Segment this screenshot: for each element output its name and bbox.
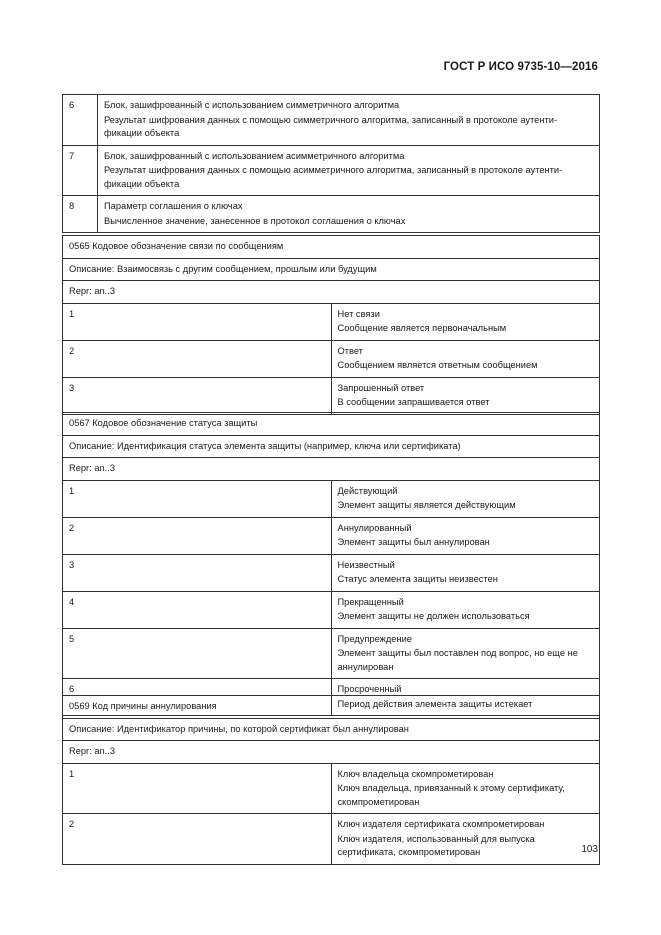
entry-name: Запрошенный ответ xyxy=(337,382,425,393)
table-row xyxy=(63,196,600,233)
table-title-row xyxy=(63,413,600,436)
code-cell: 2 xyxy=(63,517,332,554)
table-row xyxy=(63,517,600,554)
code-cell: 8 xyxy=(63,196,98,233)
table-row xyxy=(63,628,600,679)
entry-name: Аннулированный xyxy=(337,522,412,533)
code-cell: 7 xyxy=(63,145,98,196)
entry-name: Блок, зашифрованный с использованием асимметричного алгоритма xyxy=(104,150,405,161)
entry-cell xyxy=(98,196,600,233)
table-row xyxy=(63,340,600,377)
entry-description: Элемент защиты был поставлен под вопрос, но еще не аннулирован xyxy=(337,648,578,672)
table-0565 xyxy=(62,235,600,415)
entry-cell xyxy=(331,814,600,865)
table-row xyxy=(63,480,600,517)
table-title-row xyxy=(63,236,600,259)
code-cell: 5 xyxy=(63,628,332,679)
table-description: Описание: Идентификатор причины, по которой сертификат был аннулирован xyxy=(63,718,600,741)
code-cell: 6 xyxy=(63,679,332,716)
table-repr: Repr: an..3 xyxy=(63,281,600,304)
entry-name: Нет связи xyxy=(337,308,380,319)
entry-cell xyxy=(331,591,600,628)
entry-description: Сообщением является ответным сообщением xyxy=(337,360,538,370)
entry-name: Блок, зашифрованный с использованием симметричного алгоритма xyxy=(104,100,400,110)
code-cell: 4 xyxy=(63,591,332,628)
entry-cell xyxy=(331,628,600,679)
code-cell: 1 xyxy=(63,303,332,340)
table-title: 0569 Код причины аннулирования xyxy=(63,696,600,719)
entry-name: Ключ издателя сертификата скомпрометирован xyxy=(337,819,545,829)
entry-description: Элемент защиты не должен использоваться xyxy=(337,611,530,621)
code-cell: 1 xyxy=(63,480,332,517)
table-description-row xyxy=(63,435,600,458)
entry-description: Ключ издателя, использованный для выпуска сертификата, скомпрометирован xyxy=(337,833,535,857)
table-repr-row xyxy=(63,741,600,764)
entry-description: Результат шифрования данных с помощью симметричного алгоритма, записанный в протоколе аутенти-фикации объекта xyxy=(104,114,558,138)
entry-cell xyxy=(331,517,600,554)
table-description: Описание: Взаимосвязь с другим сообщением, прошлым или будущим xyxy=(63,258,600,281)
entry-cell xyxy=(331,480,600,517)
entry-cell xyxy=(331,554,600,591)
entry-name: Прекращенный xyxy=(337,596,404,607)
entry-name: Ключ владельца скомпрометирован xyxy=(337,768,494,779)
table-row xyxy=(63,763,600,814)
entry-description: Элемент защиты был аннулирован xyxy=(337,537,490,547)
code-cell: 6 xyxy=(63,95,98,146)
table-row xyxy=(63,554,600,591)
table-repr: Repr: an..3 xyxy=(63,458,600,481)
code-cell: 2 xyxy=(63,814,332,865)
table-0569 xyxy=(62,695,600,865)
entry-cell xyxy=(331,377,600,414)
entry-description: В сообщении запрашивается ответ xyxy=(337,397,490,407)
entry-cell xyxy=(98,145,600,196)
table-repr-row xyxy=(63,281,600,304)
entry-description: Результат шифрования данных с помощью асимметричного алгоритма, записанный в протоколе аутенти-фикации объекта xyxy=(104,165,563,189)
table-description: Описание: Идентификация статуса элемента защиты (например, ключа или сертификата) xyxy=(63,435,600,458)
entry-description: Статус элемента защиты неизвестен xyxy=(337,574,498,584)
table-title-row xyxy=(63,696,600,719)
table-description-row xyxy=(63,718,600,741)
entry-cell xyxy=(331,763,600,814)
table-row xyxy=(63,303,600,340)
document-id: ГОСТ Р ИСО 9735-10—2016 xyxy=(443,61,598,73)
entry-name: Действующий xyxy=(337,485,398,496)
code-cell: 1 xyxy=(63,763,332,814)
code-cell: 3 xyxy=(63,377,332,414)
entry-cell xyxy=(98,95,600,146)
entry-name: Неизвестный xyxy=(337,559,395,570)
entry-name: Предупреждение xyxy=(337,633,412,644)
code-cell: 3 xyxy=(63,554,332,591)
entry-cell xyxy=(331,340,600,377)
table-row xyxy=(63,814,600,865)
entry-description: Сообщение является первоначальным xyxy=(337,323,507,333)
entry-description: Ключ владельца, привязанный к этому сертификату, скомпрометирован xyxy=(337,783,565,807)
table-repr-row xyxy=(63,458,600,481)
entry-name: Параметр соглашения о ключах xyxy=(104,201,243,211)
table-title: 0565 Кодовое обозначение связи по сообщениям xyxy=(63,236,600,259)
entry-description: Вычисленное значение, занесенное в протокол соглашения о ключах xyxy=(104,215,406,226)
entry-description: Элемент защиты является действующим xyxy=(337,500,516,510)
table-row xyxy=(63,145,600,196)
table-row xyxy=(63,591,600,628)
table-0567 xyxy=(62,412,600,716)
entry-name: Ответ xyxy=(337,345,363,356)
table-description-row xyxy=(63,258,600,281)
entry-name: Просроченный xyxy=(337,684,402,694)
table-row xyxy=(63,377,600,414)
code-cell: 2 xyxy=(63,340,332,377)
table-row xyxy=(63,95,600,146)
page-number: 103 xyxy=(581,844,598,855)
table-repr: Repr: an..3 xyxy=(63,741,600,764)
table-title: 0567 Кодовое обозначение статуса защиты xyxy=(63,413,600,436)
table-continuation xyxy=(62,94,600,233)
entry-cell xyxy=(331,303,600,340)
entry-description: Период действия элемента защиты истекает xyxy=(337,698,533,709)
